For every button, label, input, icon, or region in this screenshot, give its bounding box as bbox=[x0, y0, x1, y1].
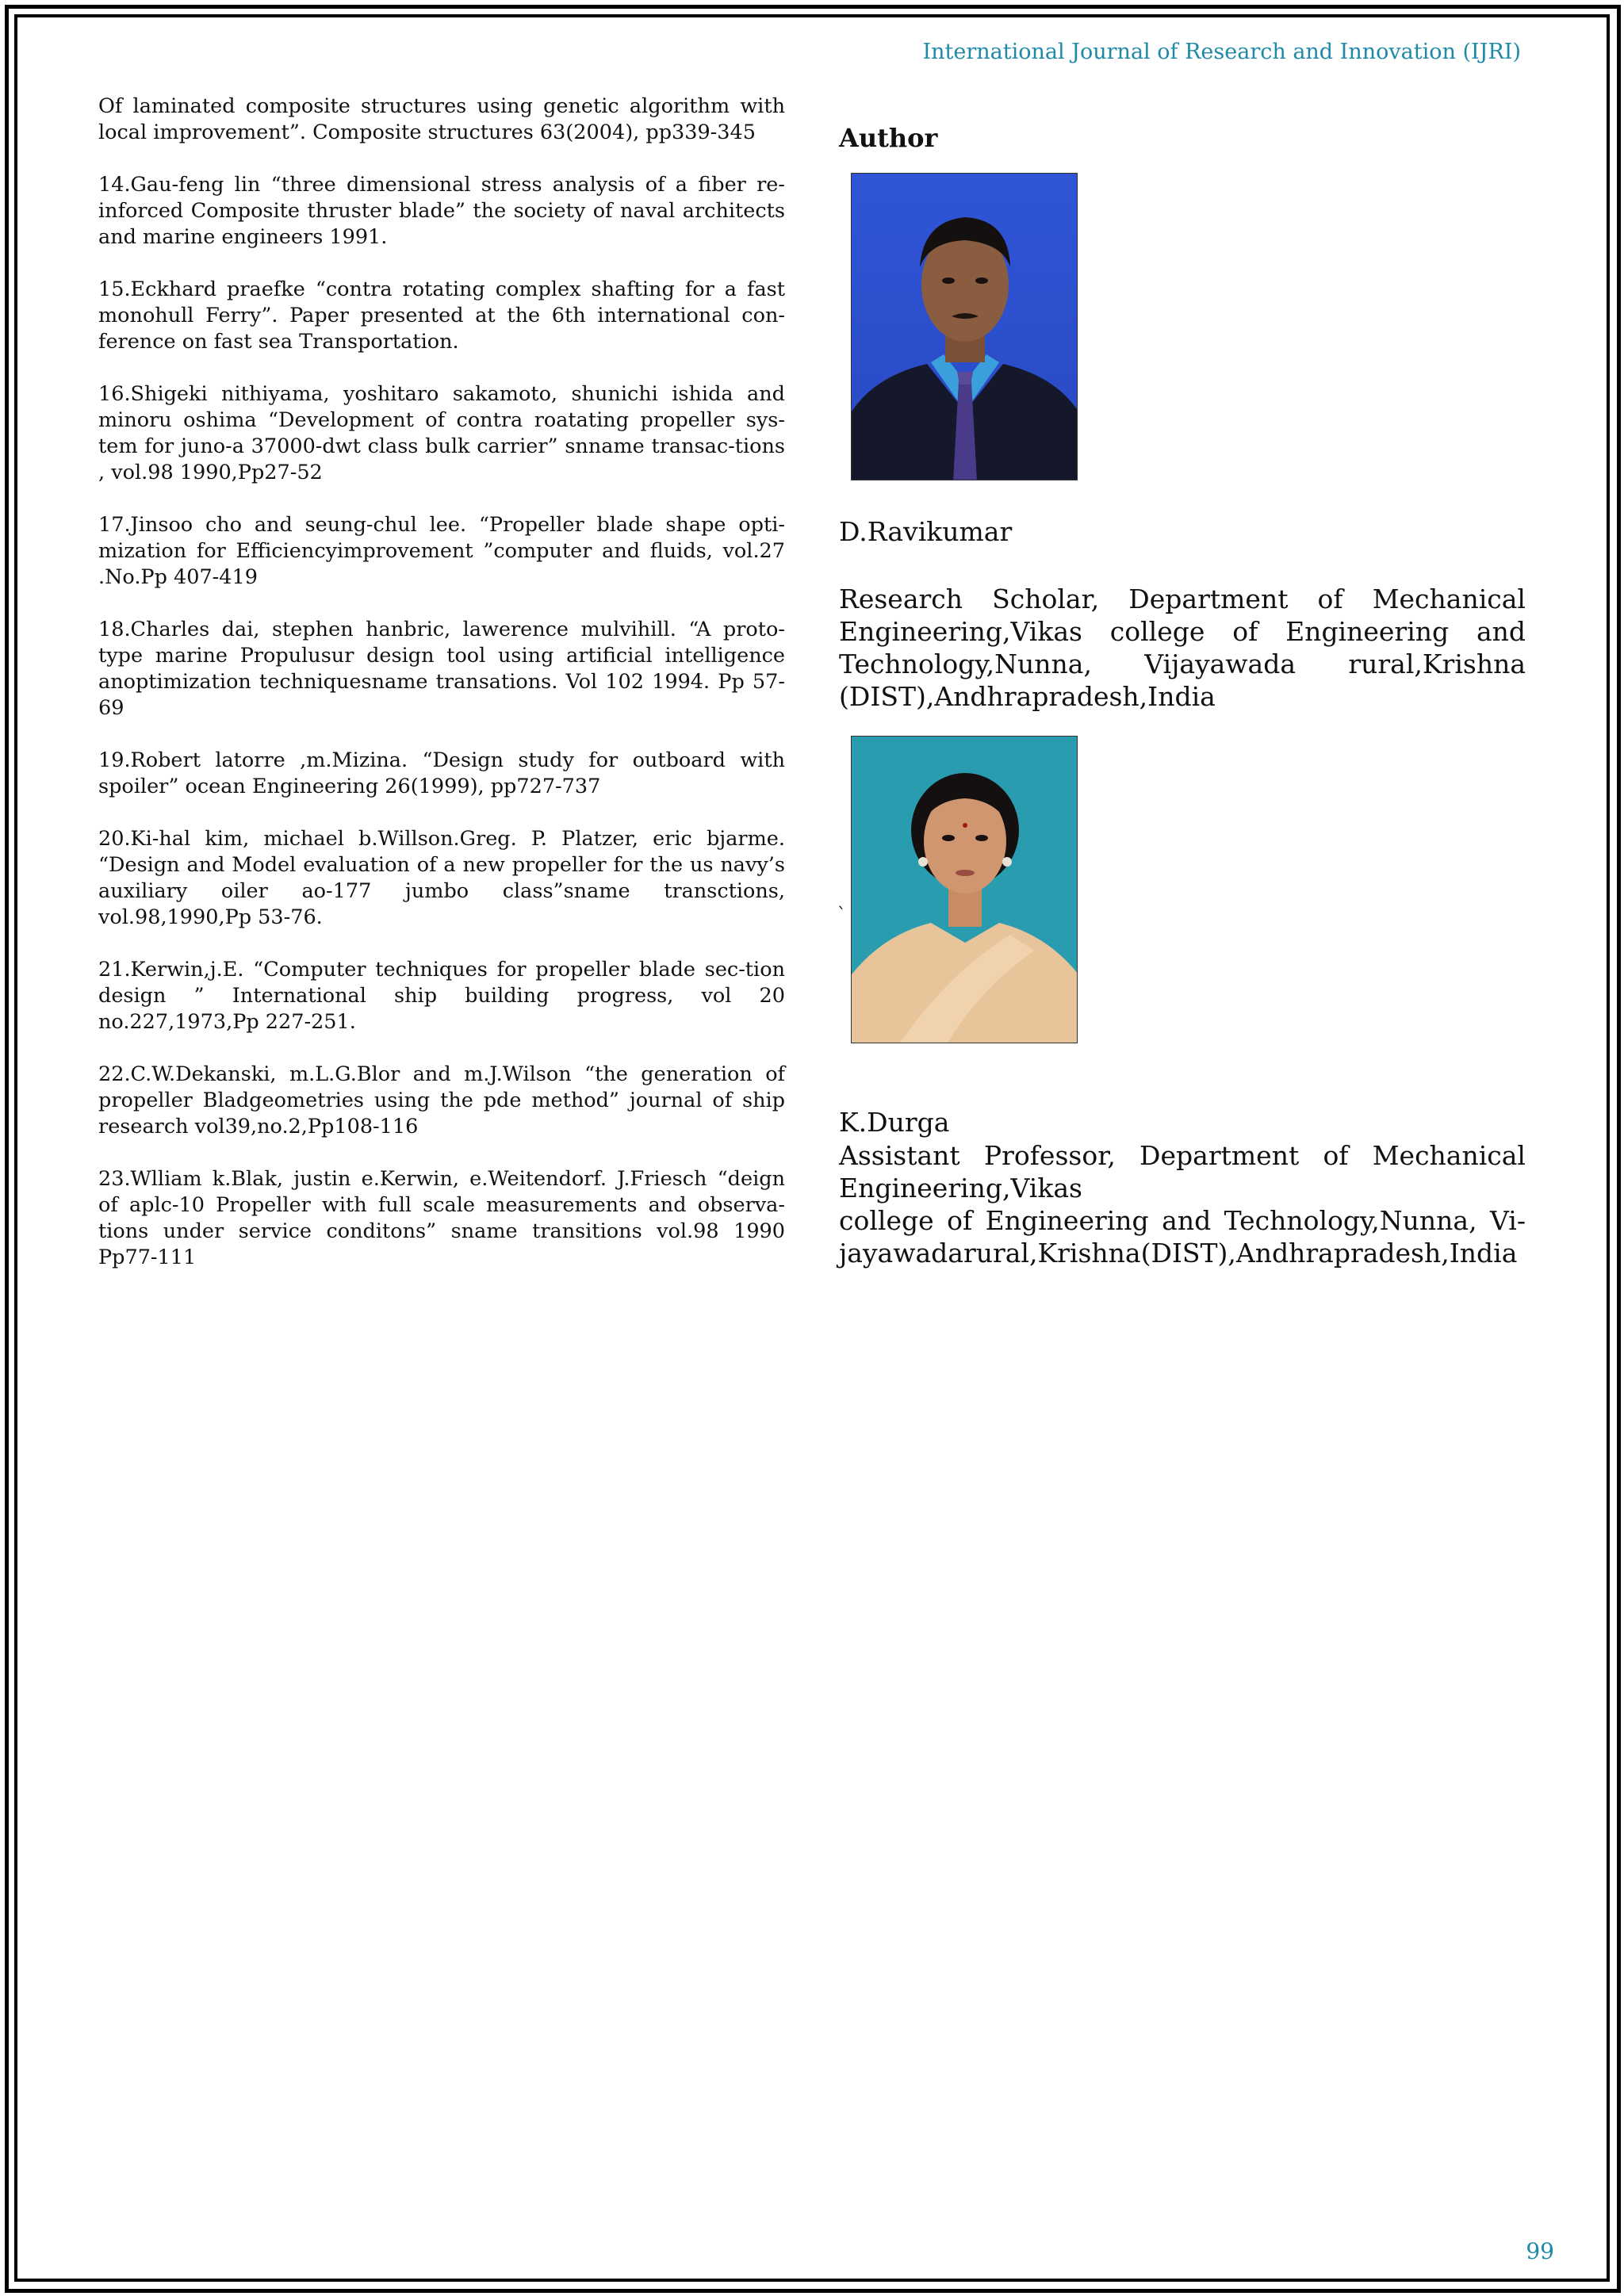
author-name-ravikumar: D.Ravikumar bbox=[839, 516, 1013, 547]
author-name-durga: K.Durga bbox=[839, 1107, 950, 1138]
reference-21: 21.Kerwin,j.E. “Computer techniques for propeller blade sec-tion design ” International ship building progress, vol 20 no.227,1973,Pp 227-251. bbox=[98, 958, 785, 1034]
stray-mark: ` bbox=[837, 905, 846, 925]
reference-20: 20.Ki-hal kim, michael b.Willson.Greg. P. Platzer, eric bjarme. “Design and Model evaluation of a new propeller for the us navy’s auxiliary oiler ao-177 jumbo class”sname transctions, vol.98,1990,Pp 53-76. bbox=[98, 827, 785, 929]
author-affiliation-durga-line2: college of Engineering and Technology,Nunna, Vi-jayawadarural,Krishna(DIST),Andhrapradesh,India bbox=[839, 1205, 1526, 1269]
reference-19: 19.Robert latorre ,m.Mizina. “Design study for outboard with spoiler” ocean Engineering 26(1999), pp727-737 bbox=[98, 748, 785, 798]
author-affiliation-durga-line1: Assistant Professor, Department of Mechanical Engineering,Vikas bbox=[839, 1140, 1526, 1203]
reference-16: 16.Shigeki nithiyama, yoshitaro sakamoto, shunichi ishida and minoru oshima “Development of contra roatating propeller sys-tem for juno-a 37000-dwt class bulk carrier” snname transac-tions , vol.98 1990,Pp27-52 bbox=[98, 382, 785, 484]
reference-15: 15.Eckhard praefke “contra rotating complex shafting for a fast monohull Ferry”. Paper presented at the 6th international con-ference on fast sea Transportation. bbox=[98, 277, 785, 354]
author-photo-ravikumar bbox=[851, 173, 1078, 480]
reference-18: 18.Charles dai, stephen hanbric, lawerence mulvihill. “A proto-type marine Propulusur design tool using artificial intelligence anoptimization techniquesname transations. Vol 102 1994. Pp 57-69 bbox=[98, 618, 785, 720]
reference-17: 17.Jinsoo cho and seung-chul lee. “Propeller blade shape opti-mization for Efficiencyimprovement ”computer and fluids, vol.27 .No.Pp 407-419 bbox=[98, 513, 785, 589]
author-photo-durga bbox=[851, 736, 1078, 1043]
author-heading: Author bbox=[839, 123, 938, 153]
references-column bbox=[98, 94, 785, 1297]
author-column bbox=[839, 122, 1526, 154]
reference-23: 23.Wlliam k.Blak, justin e.Kerwin, e.Weitendorf. J.Friesch “deign of aplc-10 Propeller with full scale measurements and observa-tions under service conditons” sname transitions vol.98 1990 Pp77-111 bbox=[98, 1167, 785, 1269]
reference-22: 22.C.W.Dekanski, m.L.G.Blor and m.J.Wilson “the generation of propeller Bladgeometries using the pde method” journal of ship research vol39,no.2,Pp108-116 bbox=[98, 1062, 785, 1138]
journal-running-header: International Journal of Research and Innovation (IJRI) bbox=[922, 40, 1521, 64]
author-affiliation-ravikumar: Research Scholar, Department of Mechanical Engineering,Vikas college of Engineering and Technology,Nunna, Vijayawada rural,Krishna (DIST),Andhrapradesh,India bbox=[839, 584, 1526, 712]
page-number: 99 bbox=[1526, 2238, 1554, 2264]
reference-14: 14.Gau-feng lin “three dimensional stress analysis of a fiber re-inforced Composite thruster blade” the society of naval architects and marine engineers 1991. bbox=[98, 173, 785, 249]
reference-continued: Of laminated composite structures using genetic algorithm with local improvement”. Composite structures 63(2004), pp339-345 bbox=[98, 94, 785, 144]
